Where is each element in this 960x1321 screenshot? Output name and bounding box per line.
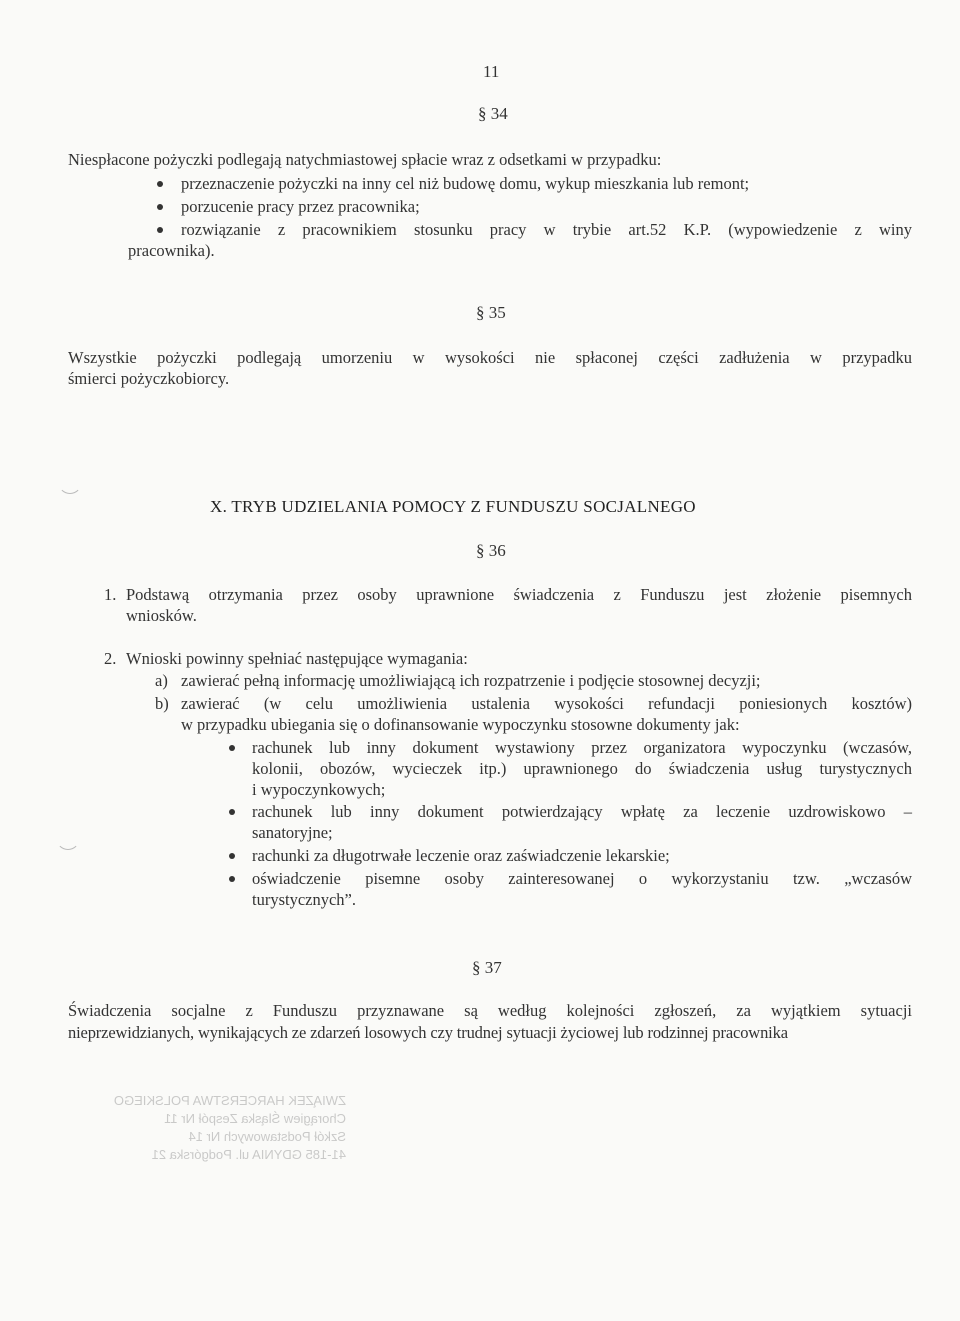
item-b-label: b) <box>155 694 169 713</box>
section-34-heading: § 34 <box>478 104 508 123</box>
bullet-icon <box>157 227 163 233</box>
punch-hole-mark <box>56 826 80 850</box>
chapter-title: X. TRYB UDZIELANIA POMOCY Z FUNDUSZU SOCJALNEGO <box>210 497 696 516</box>
bullet-icon <box>229 876 235 882</box>
bullet-icon <box>229 809 235 815</box>
section-36-item-1-number: 1. <box>104 585 117 604</box>
section-36-item-1-line-2: wniosków. <box>126 606 197 625</box>
section-34-bullet-3: rozwiązanie z pracownikiem stosunku pracy w trybie art.52 K.P. (wypowiedzenie z winy <box>181 220 912 239</box>
document-item-1-line-1: rachunek lub inny dokument wystawiony przez organizatora wypoczynku (wczasów, <box>252 738 912 757</box>
document-item-2-line-2: sanatoryjne; <box>252 823 333 842</box>
document-item-1-line-2: kolonii, obozów, wycieczek itp.) uprawnionego do świadczenia usług turystycznych <box>252 759 912 778</box>
section-35-line-2: śmierci pożyczkobiorcy. <box>68 369 230 388</box>
section-36-item-2-number: 2. <box>104 649 117 668</box>
section-36-heading: § 36 <box>476 541 506 560</box>
section-35-heading: § 35 <box>476 303 506 322</box>
document-item-3-line-1: rachunki za długotrwałe leczenie oraz zaświadczenie lekarskie; <box>252 846 670 865</box>
section-37-line-1: Świadczenia socjalne z Funduszu przyznawane są według kolejności zgłoszeń, za wyjątkiem sytuacji <box>68 1001 912 1020</box>
bullet-icon <box>157 204 163 210</box>
section-35-line-1: Wszystkie pożyczki podlegają umorzeniu w wysokości nie spłaconej części zadłużenia w przypadku <box>68 348 912 367</box>
document-item-4-line-1: oświadczenie pisemne osoby zainteresowanej o wykorzystaniu tzw. „wczasów <box>252 869 912 888</box>
section-34-bullet-3-cont: pracownika). <box>128 241 215 260</box>
bullet-icon <box>229 745 235 751</box>
bullet-icon <box>157 181 163 187</box>
bleed-through-stamp: ZWIĄZEK HARCERSTWA POLSKIEGO Chorągiew Śląska Zespół Nr 11 Szkół Podstawowych Nr 14 41-185 GDYNIA ul. Podgórska 21 <box>113 1093 346 1162</box>
item-b-line-1: zawierać (w celu umożliwienia ustalenia wysokości refundacji poniesionych kosztów) <box>181 694 912 713</box>
section-36-item-1-line-1: Podstawą otrzymania przez osoby uprawnione świadczenia z Funduszu jest złożenie pisemnych <box>126 585 912 604</box>
item-a-text: zawierać pełną informację umożliwiającą ich rozpatrzenie i podjęcie stosownej decyzji; <box>181 671 761 690</box>
punch-hole-mark <box>58 470 82 494</box>
item-b-line-2: w przypadku ubiegania się o dofinansowanie wypoczynku stosowne dokumenty jak: <box>181 715 740 734</box>
section-37-line-2: nieprzewidzianych, wynikających ze zdarzeń losowych czy trudnej sytuacji życiowej lub rodzinnej pracownika <box>68 1023 788 1042</box>
document-item-4-line-2: turystycznych”. <box>252 890 357 909</box>
section-34-bullet-1: przeznaczenie pożyczki na inny cel niż budowę domu, wykup mieszkania lub remont; <box>181 174 750 193</box>
document-item-1-line-3: i wypoczynkowych; <box>252 780 386 799</box>
section-34-intro: Niespłacone pożyczki podlegają natychmiastowej spłacie wraz z odsetkami w przypadku: <box>68 150 662 169</box>
section-34-bullet-2: porzucenie pracy przez pracownika; <box>181 197 420 216</box>
page-number: 11 <box>483 62 500 81</box>
section-37-heading: § 37 <box>472 958 502 977</box>
section-36-item-2-text: Wnioski powinny spełniać następujące wymagania: <box>126 649 468 668</box>
document-item-2-line-1: rachunek lub inny dokument potwierdzający wpłatę za leczenie uzdrowiskowo – <box>252 802 912 821</box>
bullet-icon <box>229 853 235 859</box>
item-a-label: a) <box>155 671 168 690</box>
